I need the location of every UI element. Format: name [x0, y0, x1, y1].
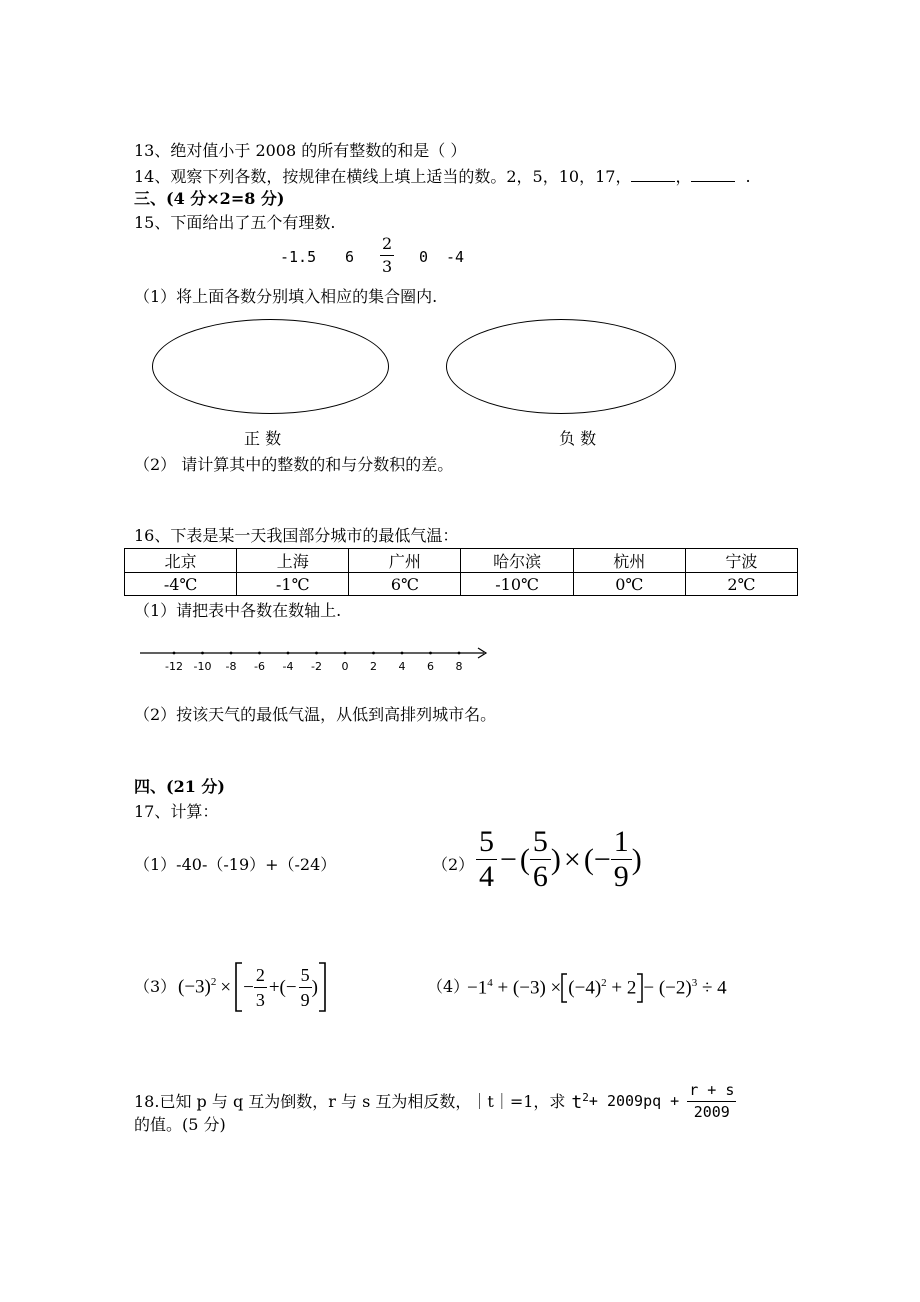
- number-line-tick-label: 4: [398, 660, 406, 673]
- positive-set-ellipse[interactable]: [152, 319, 389, 414]
- table-row-cities: [125, 549, 798, 573]
- number-line-tick-label: -6: [254, 660, 265, 673]
- answer-blank-2[interactable]: [691, 167, 735, 182]
- temp-cell: 2℃: [685, 573, 797, 596]
- question-14: [134, 167, 751, 185]
- expression-t: $t^2$: [571, 1090, 589, 1113]
- question-15-part-1: （1）将上面各数分别填入相应的集合圈内.: [134, 287, 438, 306]
- left-bracket-icon: [561, 973, 568, 1003]
- number-c: 0: [419, 248, 429, 266]
- right-bracket-icon: [318, 962, 326, 1012]
- negative-label: 负 数: [559, 429, 597, 448]
- question-15-title: 15、下面给出了五个有理数.: [134, 213, 336, 232]
- number-line-tick: [429, 652, 432, 655]
- question-13: 13、绝对值小于 2008 的所有整数的和是（ ）: [134, 141, 467, 160]
- expression-2: $\frac{5}{4}$ − ( $\frac{5}{6}$ ) × (− $\frac{1}{9}$ ): [476, 827, 642, 892]
- table-row-temps: [125, 573, 798, 596]
- question-17-title: 17、计算：: [134, 802, 219, 821]
- temp-cell: -10℃: [461, 573, 573, 596]
- temp-cell: 0℃: [573, 573, 685, 596]
- number-line[interactable]: [130, 643, 500, 677]
- city-cell: 杭州: [573, 549, 685, 573]
- city-cell: 北京: [125, 549, 237, 573]
- number-line-tick: [287, 652, 290, 655]
- temp-cell: 6℃: [349, 573, 461, 596]
- positive-label: 正 数: [244, 429, 282, 448]
- number-line-tick: [315, 652, 318, 655]
- number-line-tick-label: 8: [455, 660, 463, 673]
- number-line-tick-label: 2: [370, 660, 377, 673]
- number-a: -1.5: [280, 248, 317, 266]
- question-14-text: 14、观察下列各数，按规律在横线上填上适当的数。2，5，10，17，: [134, 167, 632, 186]
- city-cell: 上海: [237, 549, 349, 573]
- number-line-tick-label: -10: [193, 660, 212, 673]
- number-line-tick-label: 0: [341, 660, 349, 673]
- expression-middle: + 2009pq +: [588, 1092, 680, 1110]
- temperature-table: [124, 548, 798, 596]
- temp-cell: -4℃: [125, 573, 237, 596]
- question-17-part-3-label: （3）: [134, 977, 177, 996]
- expression-4: $-1^4 + (-3)$ × $(-4)^2 + 2$ − $(-2)^3 \div 4$: [467, 973, 727, 1003]
- number-b: 6: [345, 248, 355, 266]
- number-line-tick-label: -8: [225, 660, 237, 673]
- question-17-part-4-label: （4）: [427, 977, 470, 996]
- fraction-two-thirds: [380, 236, 394, 275]
- number-line-tick: [401, 652, 404, 655]
- number-line-tick: [344, 652, 347, 655]
- number-line-tick: [173, 652, 176, 655]
- number-line-tick-label: -12: [165, 660, 183, 673]
- question-16-title: 16、下表是某一天我国部分城市的最低气温：: [134, 526, 459, 545]
- number-line-tick: [258, 652, 261, 655]
- negative-set-ellipse[interactable]: [446, 319, 676, 414]
- period: .: [745, 167, 751, 186]
- separator: ，: [675, 167, 692, 186]
- section-3-heading: 三、(4 分×2=8 分): [134, 189, 285, 208]
- fraction-r-plus-s: $\frac{r + s}{2009}$: [689, 1081, 735, 1121]
- city-cell: 哈尔滨: [461, 549, 573, 573]
- right-bracket-icon: [636, 973, 643, 1003]
- number-line-tick-label: -2: [311, 660, 322, 673]
- number-line-ticks: [165, 652, 462, 673]
- question-16-part-2: （2）按该天气的最低气温，从低到高排列城市名。: [134, 705, 497, 724]
- left-bracket-icon: [235, 962, 243, 1012]
- number-d: -4: [446, 248, 465, 266]
- fraction-denominator: 3: [382, 257, 393, 276]
- question-16-part-1: （1）请把表中各数在数轴上.: [134, 601, 342, 620]
- question-18-line-2: 的值。(5 分): [134, 1115, 226, 1134]
- expression-3: $(-3)^2$ × − $\frac{2}{3}$ +(− $\frac{5}{9}$ ): [178, 962, 326, 1012]
- temp-cell: -1℃: [237, 573, 349, 596]
- question-17-part-1: （1）-40-（-19）+（-24）: [134, 855, 337, 874]
- answer-blank-1[interactable]: [631, 167, 675, 182]
- question-18-text: 18.已知 p 与 q 互为倒数，r 与 s 互为相反数，｜t｜=1，求: [134, 1091, 566, 1111]
- number-line-tick-label: -4: [282, 660, 294, 673]
- number-line-tick-label: 6: [427, 660, 434, 673]
- number-line-tick: [230, 652, 233, 655]
- city-cell: 宁波: [685, 549, 797, 573]
- number-line-tick: [201, 652, 204, 655]
- city-cell: 广州: [349, 549, 461, 573]
- question-15-part-2: （2） 请计算其中的整数的和与分数积的差。: [134, 455, 454, 474]
- number-line-tick: [458, 652, 461, 655]
- question-17-part-2-label: （2）: [432, 855, 475, 874]
- fraction-numerator: 2: [380, 236, 394, 256]
- number-line-tick: [372, 652, 375, 655]
- section-4-heading: 四、(21 分): [134, 777, 225, 796]
